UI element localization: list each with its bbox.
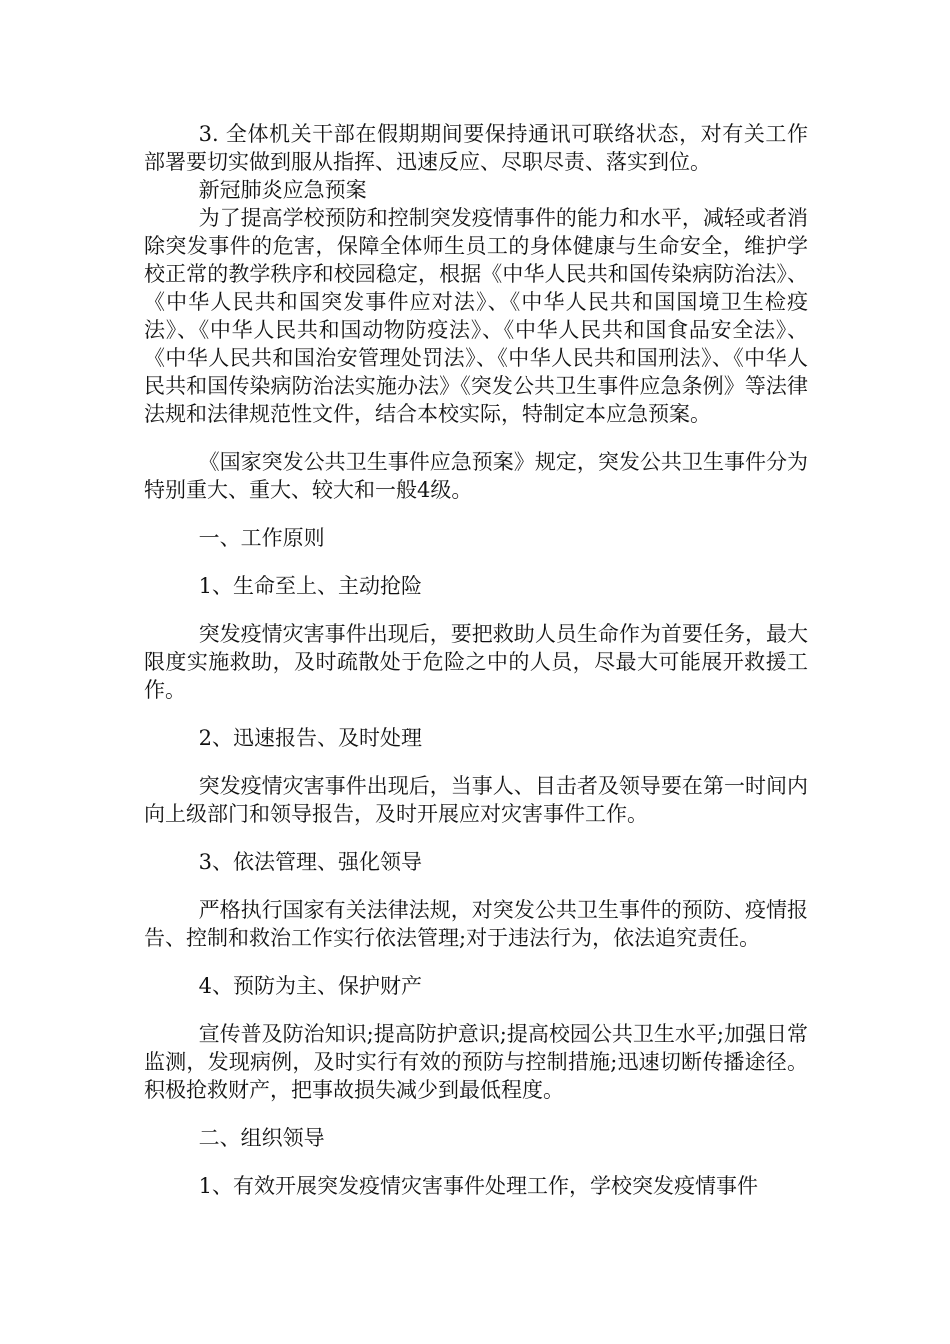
heading-work-principles: 一、工作原则: [198, 526, 325, 550]
paragraph-event-levels: 《国家突发公共卫生事件应急预案》规定，突发公共卫生事件分为特别重大、重大、较大和一般4级。: [144, 450, 808, 502]
document-body: [144, 120, 808, 1200]
paragraph-prevention-first: 宣传普及防治知识;提高防护意识;提高校园公共卫生水平;加强日常监测，发现病例，及时实行有效的预防与控制措施;迅速切断传播途径。积极抢救财产，把事故损失减少到最低程度。: [144, 1022, 808, 1102]
paragraph-quick-report: 突发疫情灾害事件出现后，当事人、目击者及领导要在第一时间内向上级部门和领导报告，及时开展应对灾害事件工作。: [144, 774, 808, 826]
paragraph-life-first: 突发疫情灾害事件出现后，要把救助人员生命作为首要任务，最大限度实施救助，及时疏散处于危险之中的人员，尽最大可能展开救援工作。: [144, 622, 808, 702]
paragraph-purpose: 为了提高学校预防和控制突发疫情事件的能力和水平，减轻或者消除突发事件的危害，保障全体师生员工的身体健康与生命安全，维护学校正常的教学秩序和校园稳定，根据《中华人民共和国传染病防治法》、《中华人民共和国突发事件应对法》、《中华人民共和国国境卫生检疫法》、《中华人民共和国动物防疫法》、《中华人民共和国食品安全法》、《中华人民共和国治安管理处罚法》、《中华人民共和国刑法》、《中华人民共和国传染病防治法实施办法》《突发公共卫生事件应急条例》等法律法规和法律规范性文件，结合本校实际，特制定本应急预案。: [144, 206, 808, 426]
subheading-lawful-management: 3、依法管理、强化领导: [198, 850, 422, 874]
heading-organization: 二、组织领导: [198, 1126, 325, 1150]
subheading-quick-report: 2、迅速报告、及时处理: [198, 726, 422, 750]
subheading-life-first: 1、生命至上、主动抢险: [198, 574, 422, 598]
paragraph-lawful-management: 严格执行国家有关法律法规，对突发公共卫生事件的预防、疫情报告、控制和救治工作实行依法管理;对于违法行为，依法追究责任。: [144, 898, 808, 950]
paragraph-organization: 1、有效开展突发疫情灾害事件处理工作，学校突发疫情事件: [198, 1174, 758, 1198]
paragraph-staff-contact: 3. 全体机关干部在假期期间要保持通讯可联络状态，对有关工作部署要切实做到服从指挥、迅速反应、尽职尽责、落实到位。: [144, 122, 808, 174]
subheading-prevention-first: 4、预防为主、保护财产: [198, 974, 422, 998]
section-title-emergency-plan: 新冠肺炎应急预案: [198, 178, 367, 202]
